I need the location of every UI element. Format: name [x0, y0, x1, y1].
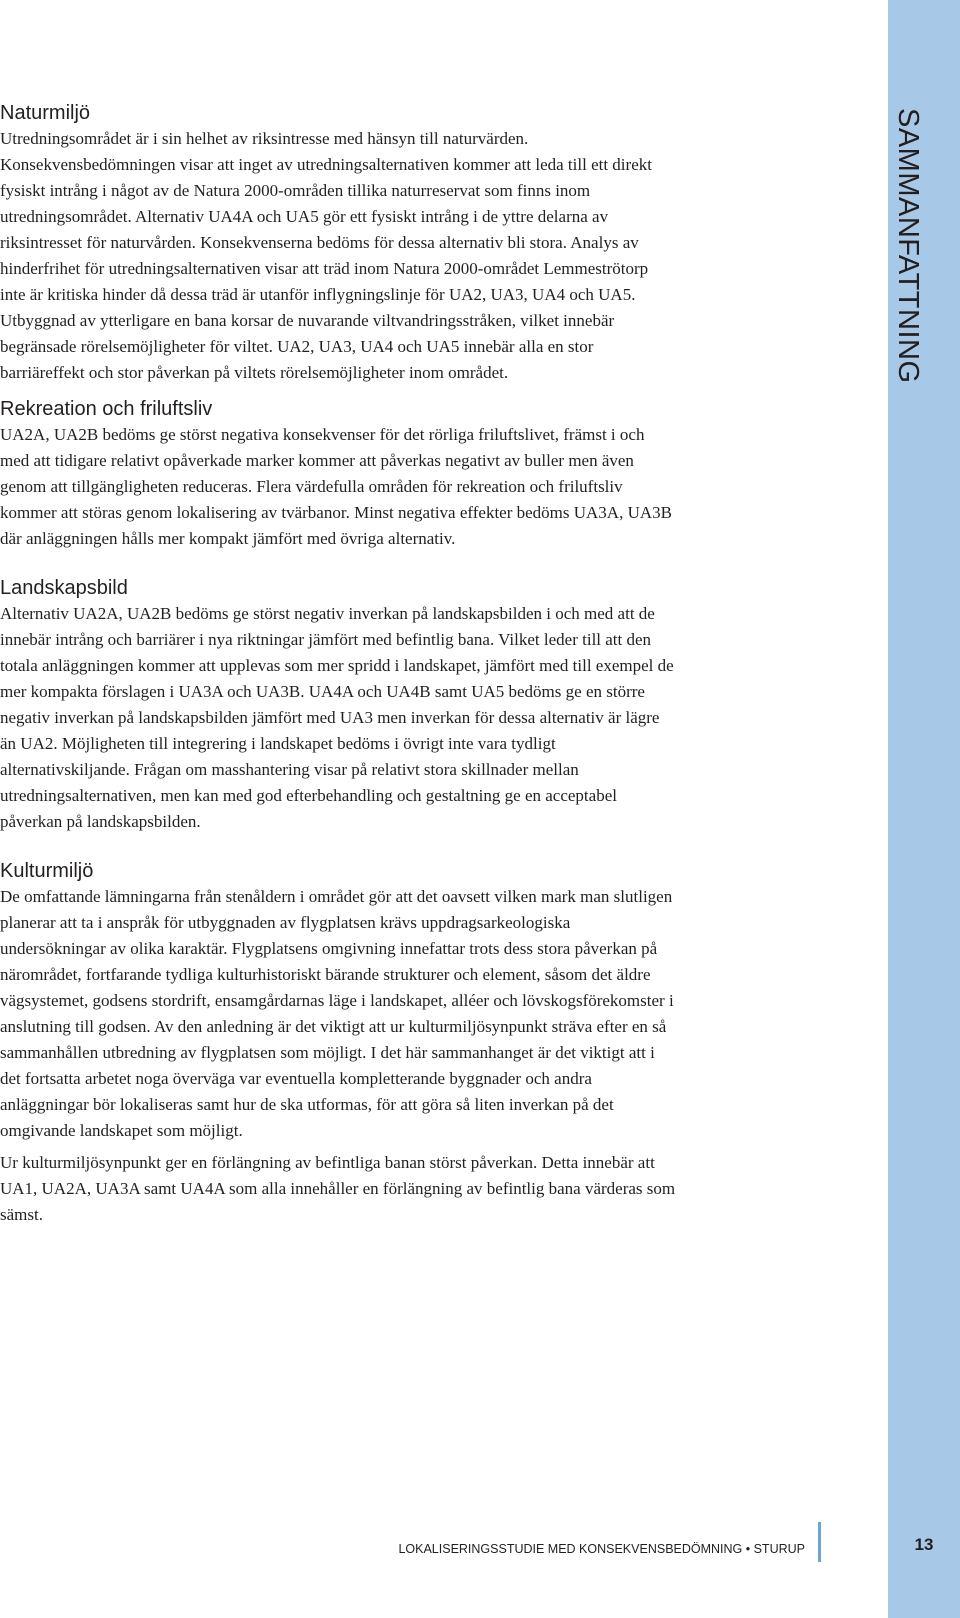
section-landskapsbild [0, 575, 676, 835]
section-heading: Naturmiljö [0, 102, 91, 124]
main-content [0, 100, 676, 1228]
footer-divider [818, 1522, 821, 1562]
section-paragraph: De omfattande lämningarna från stenåldern i området gör att det oavsett vilken mark man slutligen planerar att ta i anspråk för utbyggnaden av flygplatsen krävs uppdragsarkeologiska undersökningar av olika karaktär. Flygplatsens omgivning innefattar trots dess stora påverkan på närområdet, fortfarande tydliga kulturhistoriskt bärande strukturer och element, såsom det äldre vägsystemet, godsens stordrift, ensamgårdarnas läge i landskapet, alléer och lövskogsförekomster i anslutning till godsen. Av den anledning är det viktigt att ur kulturmiljösynpunkt sträva efter en så sammanhållen utbredning av flygplatsen som möjligt. I det här sammanhanget är det viktigt att i det fortsatta arbetet noga överväga var eventuella kompletterande byggnader och andra anläggningar bör lokaliseras samt hur de ska utformas, för att göra så liten inverkan på det omgivande landskapet som möjligt. [0, 887, 674, 1140]
section-naturmiljo [0, 100, 676, 386]
page-number: 13 [914, 1535, 934, 1554]
section-heading: Kulturmiljö [0, 860, 94, 882]
section-paragraph: UA2A, UA2B bedöms ge störst negativa konsekvenser för det rörliga friluftslivet, främst i och med att tidigare relativt opåverkade marker kommer att påverkas negativt av buller men även genom att tillgängligheten reduceras. Flera värdefulla områden för rekreation och friluftsliv kommer att störas genom lokalisering av tvärbanor. Minst negativa effekter bedöms UA3A, UA3B där anläggningen hålls mer kompakt jämfört med övriga alternativ. [0, 425, 672, 548]
section-paragraph: Ur kulturmiljösynpunkt ger en förlängning av befintliga banan störst påverkan. Detta innebär att UA1, UA2A, UA3A samt UA4A som alla innehåller en förlängning av befintlig bana värderas som sämst. [0, 1153, 676, 1224]
side-title: SAMMANFATTNING [892, 108, 924, 384]
section-heading: Landskapsbild [0, 577, 128, 599]
section-paragraph: Alternativ UA2A, UA2B bedöms ge störst negativ inverkan på landskapsbilden i och med att de innebär intrång och barriärer i nya riktningar jämfört med befintlig bana. Vilket leder till att den totala anläggningen kommer att upplevas som mer spridd i landskapet, jämfört med till exempel de mer kompakta förslagen i UA3A och UA3B. UA4A och UA4B samt UA5 bedöms ge en större negativ inverkan på landskapsbilden jämfört med UA3 men inverkan för dessa alternativ är lägre än UA2. Möjligheten till integrering i landskapet bedöms i övrigt inte vara tydligt alternativskiljande. Frågan om masshantering visar på relativt stora skillnader mellan utredningsalternativen, men kan med god efterbehandling och gestaltning ge en acceptabel påverkan på landskapsbilden. [0, 604, 674, 831]
section-kulturmiljo [0, 858, 676, 1228]
footer-title: LOKALISERINGSSTUDIE MED KONSEKVENSBEDÖMNING • STURUP [398, 1542, 805, 1556]
section-rekreation [0, 396, 676, 552]
section-paragraph: Utredningsområdet är i sin helhet av riksintresse med hänsyn till naturvärden. Konsekvensbedömningen visar att inget av utredningsalternativen kommer att leda till ett direkt fysiskt intrång i något av de Natura 2000-områden tillika naturreservat som finns inom utredningsområdet. Alternativ UA4A och UA5 gör ett fysiskt intrång i de yttre delarna av riksintresset för naturvården. Konsekvenserna bedöms för dessa alternativ bli stora. Analys av hinderfrihet för utredningsalternativen visar att träd inom Natura 2000-området Lemmeströtorp inte är kritiska hinder då dessa träd är utanför inflygningslinje för UA2, UA3, UA4 och UA5. Utbyggnad av ytterligare en bana korsar de nuvarande viltvandringsstråken, vilket innebär begränsade rörelsemöjligheter för viltet. UA2, UA3, UA4 och UA5 innebär alla en stor barriäreffekt och stor påverkan på viltets rörelsemöjligheter inom området. [0, 129, 652, 382]
section-heading: Rekreation och friluftsliv [0, 398, 213, 420]
